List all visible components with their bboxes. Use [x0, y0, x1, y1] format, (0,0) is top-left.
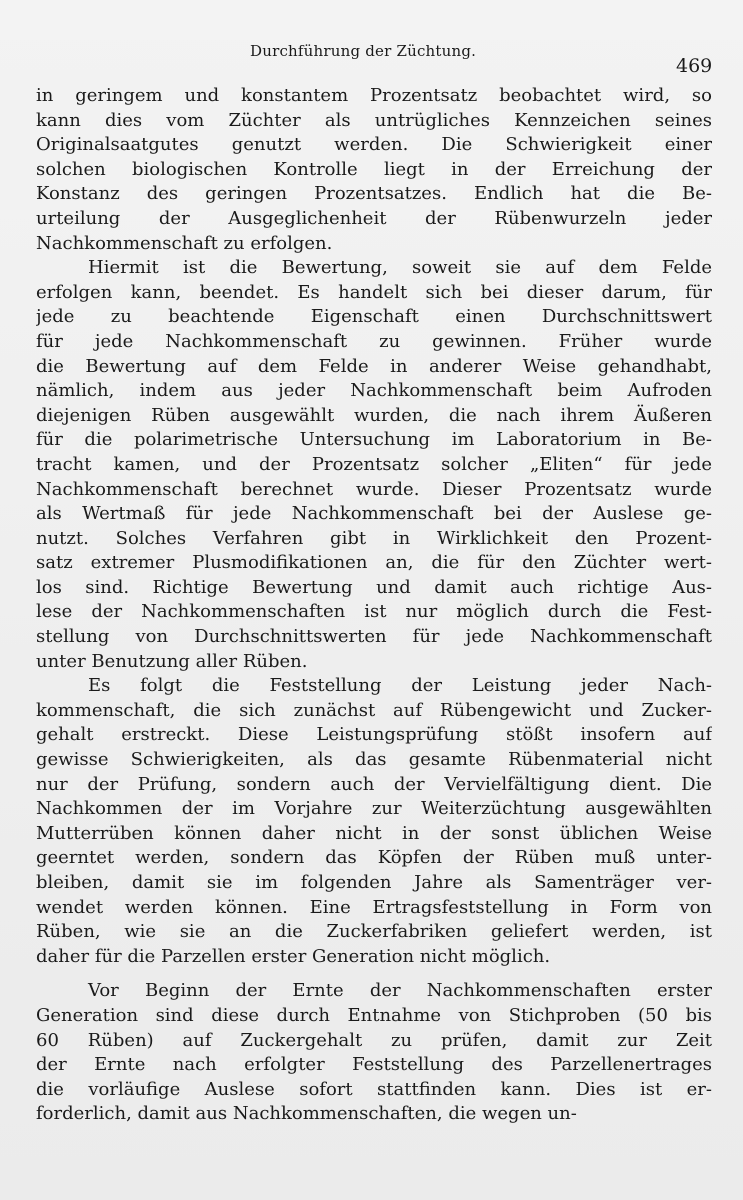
text-line: für jede Nachkommenschaft zu gewinnen. Früher wurde [36, 330, 712, 352]
text-line: Konstanz des geringen Prozentsatzes. Endlich hat die Be- [36, 183, 712, 205]
text-line: für die polarimetrische Untersuchung im Laboratorium in Be- [36, 429, 712, 451]
text-line: bleiben, damit sie im folgenden Jahre als Samenträger ver- [36, 872, 712, 893]
paragraph [36, 674, 712, 969]
text-line: Nachkommenschaft berechnet wurde. Dieser Prozentsatz wurde [36, 478, 712, 500]
text-line: los sind. Richtige Bewertung und damit auch richtige Aus- [36, 576, 712, 598]
text-line: daher für die Parzellen erster Generation nicht möglich. [36, 945, 551, 967]
text-line: Rüben, wie sie an die Zuckerfabriken geliefert werden, ist [36, 921, 712, 943]
text-line: wendet werden können. Eine Ertragsfeststellung in Form von [36, 896, 712, 918]
text-line: forderlich, damit aus Nachkommenschaften, die wegen un- [36, 1103, 577, 1125]
paragraph-gap [36, 969, 712, 979]
text-line: diejenigen Rüben ausgewählt wurden, die nach ihrem Äußeren [36, 404, 712, 426]
text-line: in geringem und konstantem Prozentsatz beobachtet wird, so [36, 85, 712, 106]
text-line: Nachkommenschaft zu erfolgen. [36, 232, 333, 254]
text-line: als Wertmaß für jede Nachkommenschaft bei der Auslese ge- [36, 503, 712, 525]
text-line: geerntet werden, sondern das Köpfen der Rüben muß unter- [36, 847, 712, 869]
running-title: Durchführung der Züchtung. [250, 42, 477, 60]
text-line: nur der Prüfung, sondern auch der Vervielfältigung dient. Die [36, 773, 712, 795]
text-line: Es folgt die Feststellung der Leistung jeder Nach- [88, 675, 712, 697]
text-line: 60 Rüben) auf Zuckergehalt zu prüfen, damit zur Zeit [36, 1029, 712, 1051]
text-line: lese der Nachkommenschaften ist nur möglich durch die Fest- [36, 601, 712, 623]
text-line: der Ernte nach erfolgter Feststellung des Parzellenertrages [36, 1054, 712, 1076]
text-line: Generation sind diese durch Entnahme von Stichproben (50 bis [36, 1004, 712, 1026]
text-line: nutzt. Solches Verfahren gibt in Wirklichkeit den Prozent- [36, 527, 712, 549]
text-line: urteilung der Ausgeglichenheit der Rübenwurzeln jeder [36, 207, 712, 229]
text-line: die vorläufige Auslese sofort stattfinden kann. Dies ist er- [36, 1078, 712, 1100]
text-line: jede zu beachtende Eigenschaft einen Durchschnittswert [36, 306, 712, 328]
text-line: Nachkommen der im Vorjahre zur Weiterzüchtung ausgewählten [36, 798, 712, 820]
text-line: Hiermit ist die Bewertung, soweit sie auf dem Felde [88, 257, 712, 279]
text-line: nämlich, indem aus jeder Nachkommenschaft beim Aufroden [36, 380, 712, 402]
paragraph [36, 979, 712, 1127]
text-line: die Bewertung auf dem Felde in anderer Weise gehandhabt, [36, 355, 712, 377]
text-line: satz extremer Plusmodifikationen an, die für den Züchter wert- [36, 552, 712, 574]
text-line: gewisse Schwierigkeiten, als das gesamte Rübenmaterial nicht [36, 749, 712, 771]
body-text [36, 84, 712, 1127]
text-line: tracht kamen, und der Prozentsatz solcher „Eliten“ für jede [36, 453, 712, 475]
text-line: Mutterrüben können daher nicht in der sonst üblichen Weise [36, 822, 712, 844]
text-line: kann dies vom Züchter als untrügliches Kennzeichen seines [36, 109, 712, 131]
text-line: stellung von Durchschnittswerten für jede Nachkommenschaft [36, 626, 712, 648]
text-line: solchen biologischen Kontrolle liegt in der Erreichung der [36, 158, 712, 180]
page-number: 469 [676, 55, 713, 77]
text-line: Originalsaatgutes genutzt werden. Die Schwierigkeit einer [36, 134, 712, 156]
paragraph [36, 84, 712, 256]
text-line: Vor Beginn der Ernte der Nachkommenschaften erster [88, 980, 712, 1002]
text-line: unter Benutzung aller Rüben. [36, 650, 308, 672]
text-line: gehalt erstreckt. Diese Leistungsprüfung stößt insofern auf [36, 724, 712, 746]
text-line: erfolgen kann, beendet. Es handelt sich bei dieser darum, für [36, 281, 712, 303]
paragraph [36, 256, 712, 674]
text-line: kommenschaft, die sich zunächst auf Rübengewicht und Zucker- [36, 699, 712, 721]
